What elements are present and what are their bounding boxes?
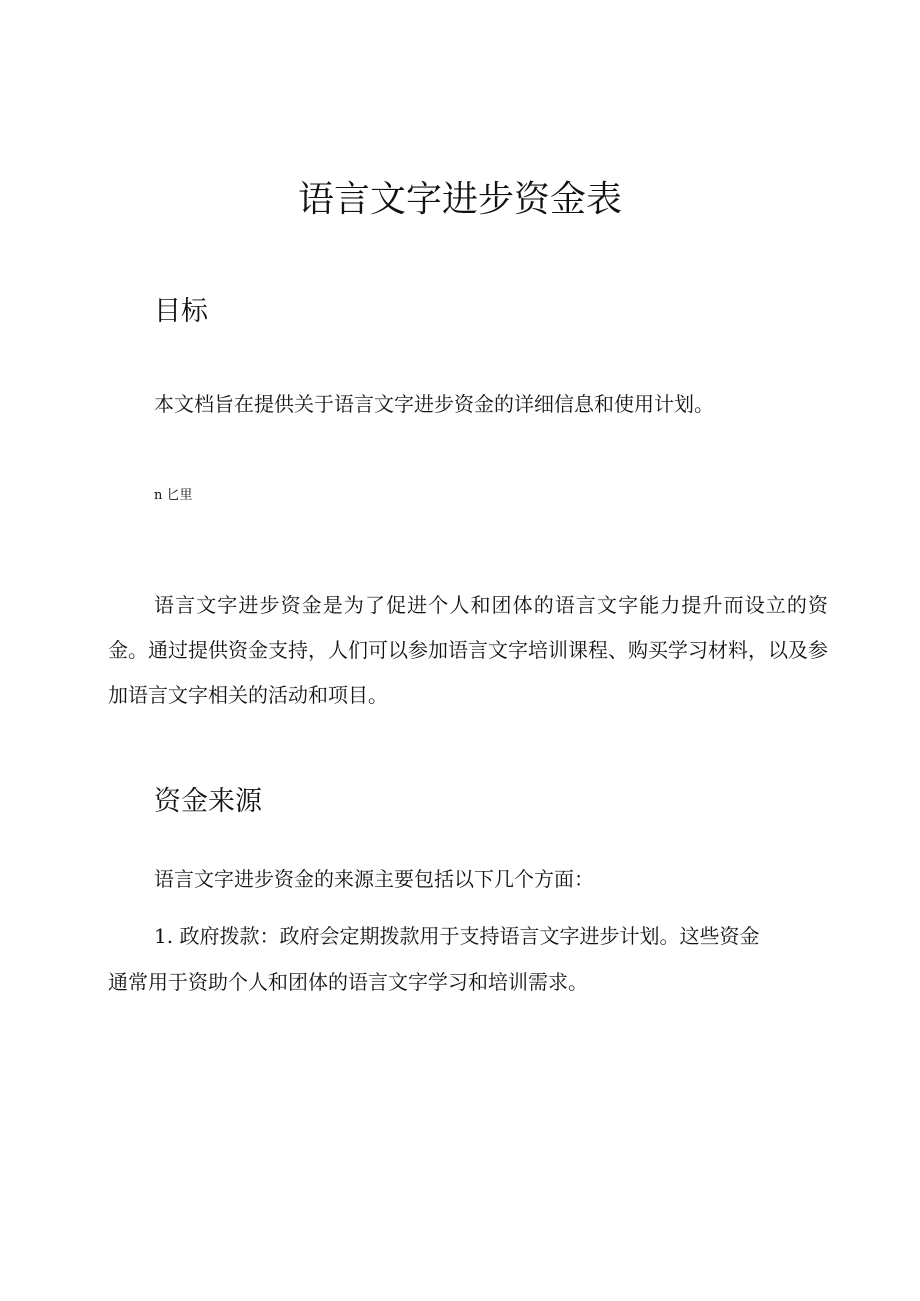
section-heading-funding-source: 资金来源 (154, 786, 262, 817)
intro-paragraph: 本文档旨在提供关于语言文字进步资金的详细信息和使用计划。 (154, 392, 714, 416)
description-paragraph: 语言文字进步资金是为了促进个人和团体的语言文字能力提升而设立的资金。通过提供资金支持，人们可以参加语言文字培训课程、购买学习材料，以及参加语言文字相关的活动和项目。 (108, 593, 828, 707)
funding-source-item-1: 1. 政府拨款：政府会定期拨款用于支持语言文字进步计划。这些资金通常用于资助个人和团体的语言文字学习和培训需求。 (108, 924, 760, 994)
funding-source-intro: 语言文字进步资金的来源主要包括以下几个方面： (154, 867, 594, 891)
section-heading-goal: 目标 (154, 296, 208, 327)
document-title: 语言文字进步资金表 (297, 179, 622, 220)
stray-text-fragment: n 匕里 (154, 488, 193, 503)
